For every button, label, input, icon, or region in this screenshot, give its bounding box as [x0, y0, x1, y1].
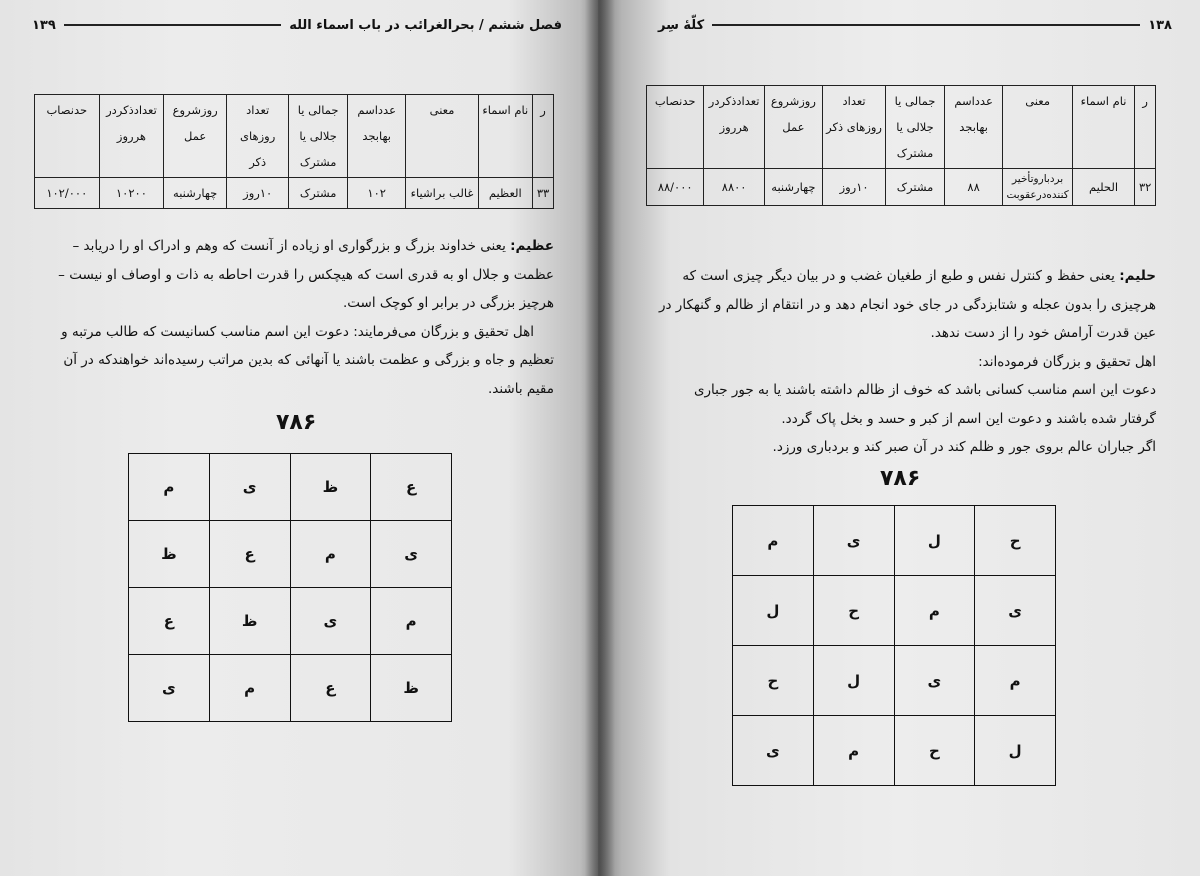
square-cell: ظ: [129, 521, 210, 588]
square-cell: ی: [733, 716, 814, 786]
square-row: [733, 716, 1056, 786]
header-cell: تعداد روزهای ذکر: [226, 95, 288, 178]
table-cell: ۳۳: [533, 178, 554, 209]
header-cell: نام اسماء: [1072, 86, 1134, 169]
table-cell: غالب براشیاء: [406, 178, 478, 209]
square-cell: م: [975, 646, 1056, 716]
text-line: هرچیزی را بدون عجله و شتابزدگی در جای خود انجام دهد و در انتقام از ظالم و گنهکار در: [658, 296, 1156, 313]
square-cell: م: [813, 716, 894, 786]
body-text: [36, 232, 554, 403]
header-cell: تعداد روزهای ذکر: [822, 86, 885, 169]
square-cell: ظ: [371, 655, 452, 722]
square-cell: ل: [894, 506, 975, 576]
square-cell: ح: [975, 506, 1056, 576]
square-cell: م: [894, 576, 975, 646]
header-cell: حدنصاب: [35, 95, 100, 178]
square-cell: ی: [209, 454, 290, 521]
square-cell: ی: [290, 588, 371, 655]
square-cell: ی: [371, 521, 452, 588]
square-row: [733, 646, 1056, 716]
text-line: اگر جباران عالم بروی جور و ظلم کند در آن صبر کند و بردباری ورزد.: [772, 439, 1156, 455]
header-rule: [64, 24, 281, 26]
header-cell: جمالی یا جلالی یا مشترک: [886, 86, 944, 169]
square-row: [129, 655, 452, 722]
square-row: [733, 506, 1056, 576]
square-cell: م: [733, 506, 814, 576]
table-cell: چهارشنبه: [164, 178, 227, 209]
table-cell: ۱۰۲/۰۰۰: [35, 178, 100, 209]
square-cell: ع: [129, 588, 210, 655]
page-number: ۱۳۹: [32, 17, 56, 33]
table-cell: العظیم: [478, 178, 533, 209]
square-cell: ع: [209, 521, 290, 588]
square-cell: ی: [975, 576, 1056, 646]
text-line: گرفتار شده باشند و دعوت این اسم از کبر و حسد و بخل پاک گردد.: [781, 410, 1156, 427]
names-table: [34, 94, 554, 209]
square-cell: ل: [813, 646, 894, 716]
magic-square: [128, 453, 452, 722]
square-cell: ی: [129, 655, 210, 722]
text-line: مقیم باشند.: [487, 380, 554, 397]
magic-number: ۷۸۶: [276, 410, 317, 435]
square-cell: ل: [733, 576, 814, 646]
line-text: یعنی خداوند بزرگ و بزرگواری او زیاده از آنست که وهم و ادراک او را دریابد –: [72, 238, 506, 254]
text-line: [648, 262, 1156, 291]
page-number: ۱۳۸: [1148, 17, 1172, 33]
table-cell: ۱۰۲۰۰: [99, 178, 164, 209]
text-line: عین قدرت آرامش خود را از دست ندهد.: [930, 325, 1156, 341]
term-heading: عظیم:: [510, 238, 554, 254]
magic-number: ۷۸۶: [880, 466, 921, 491]
square-cell: ل: [975, 716, 1056, 786]
names-table: [646, 85, 1156, 206]
table-cell: بردباروتأخیر کننده‌درعقوبت: [1003, 169, 1072, 206]
table-cell: ۱۰روز: [226, 178, 288, 209]
header-cell: روزشروع عمل: [164, 95, 227, 178]
running-head: فصل ششم / بحرالغرائب در باب اسماء الله: [289, 17, 562, 33]
table-row: [35, 178, 554, 209]
left-page: [0, 0, 598, 876]
square-cell: م: [129, 454, 210, 521]
square-row: [129, 454, 452, 521]
right-page: [598, 0, 1200, 876]
header-cell: نام اسماء: [478, 95, 533, 178]
square-row: [733, 576, 1056, 646]
square-row: [129, 588, 452, 655]
text-line: دعوت این اسم مناسب کسانی باشد که خوف از ظالم داشته باشند یا به جور جباری: [693, 382, 1156, 398]
text-line: اهل تحقیق و بزرگان می‌فرمایند: دعوت این اسم مناسب کسانیست که طالب مرتبه و: [61, 323, 534, 340]
text-line: هرچیز بزرگی در برابر او کوچک است.: [343, 295, 554, 311]
table-cell: مشترک: [289, 178, 348, 209]
square-cell: ی: [894, 646, 975, 716]
header-cell: تعدادذکردر هرروز: [99, 95, 164, 178]
text-line: اهل تحقیق و بزرگان فرموده‌اند:: [978, 353, 1156, 370]
left-page-header: [32, 14, 562, 36]
header-cell: معنی: [406, 95, 478, 178]
header-cell: عدداسم بهابجد: [944, 86, 1003, 169]
square-cell: ظ: [290, 454, 371, 521]
square-cell: ع: [290, 655, 371, 722]
header-cell: عدداسم بهابجد: [347, 95, 406, 178]
table-cell: الحلیم: [1072, 169, 1134, 206]
header-rule: [712, 24, 1140, 26]
square-cell: م: [290, 521, 371, 588]
running-head: کلّهٔ سِر: [658, 17, 705, 33]
term-heading: حلیم:: [1119, 268, 1156, 284]
line-text: یعنی حفظ و کنترل نفس و طبع از طغیان غضب و در بیان دیگر چیزی است که: [682, 268, 1115, 284]
table-cell: ۸۸/۰۰۰: [647, 169, 704, 206]
square-cell: ع: [371, 454, 452, 521]
square-row: [129, 521, 452, 588]
header-cell: تعدادذکردر هرروز: [704, 86, 765, 169]
square-cell: م: [371, 588, 452, 655]
table-cell: ۱۰روز: [822, 169, 885, 206]
table-cell: ۱۰۲: [347, 178, 406, 209]
table-row: [647, 169, 1156, 206]
table-header-row: [35, 95, 554, 178]
body-text: [648, 262, 1156, 462]
table-header-row: [647, 86, 1156, 169]
table-cell: ۳۲: [1135, 169, 1156, 206]
header-cell: حدنصاب: [647, 86, 704, 169]
header-cell: ر: [533, 95, 554, 178]
square-cell: ی: [813, 506, 894, 576]
table-cell: ۸۸: [944, 169, 1003, 206]
text-line: تعظیم و جاه و بزرگی و عظمت باشند یا آنهائی که بدین مراتب رسیده‌اند خواهندکه در آن: [63, 352, 554, 368]
header-cell: ر: [1135, 86, 1156, 169]
header-cell: روزشروع عمل: [764, 86, 822, 169]
text-line: عظمت و جلال او به قدری است که هیچکس را قدرت احاطه به ذات و اوصاف او نیست –: [58, 266, 554, 283]
right-page-header: [658, 14, 1172, 36]
table-cell: چهارشنبه: [764, 169, 822, 206]
header-cell: معنی: [1003, 86, 1072, 169]
square-cell: ح: [894, 716, 975, 786]
square-cell: ح: [733, 646, 814, 716]
text-line: [36, 232, 554, 261]
square-cell: م: [209, 655, 290, 722]
header-cell: جمالی یا جلالی یا مشترک: [289, 95, 348, 178]
square-cell: ح: [813, 576, 894, 646]
magic-square: [732, 505, 1056, 786]
table-cell: ۸۸۰۰: [704, 169, 765, 206]
table-cell: مشترک: [886, 169, 944, 206]
square-cell: ظ: [209, 588, 290, 655]
